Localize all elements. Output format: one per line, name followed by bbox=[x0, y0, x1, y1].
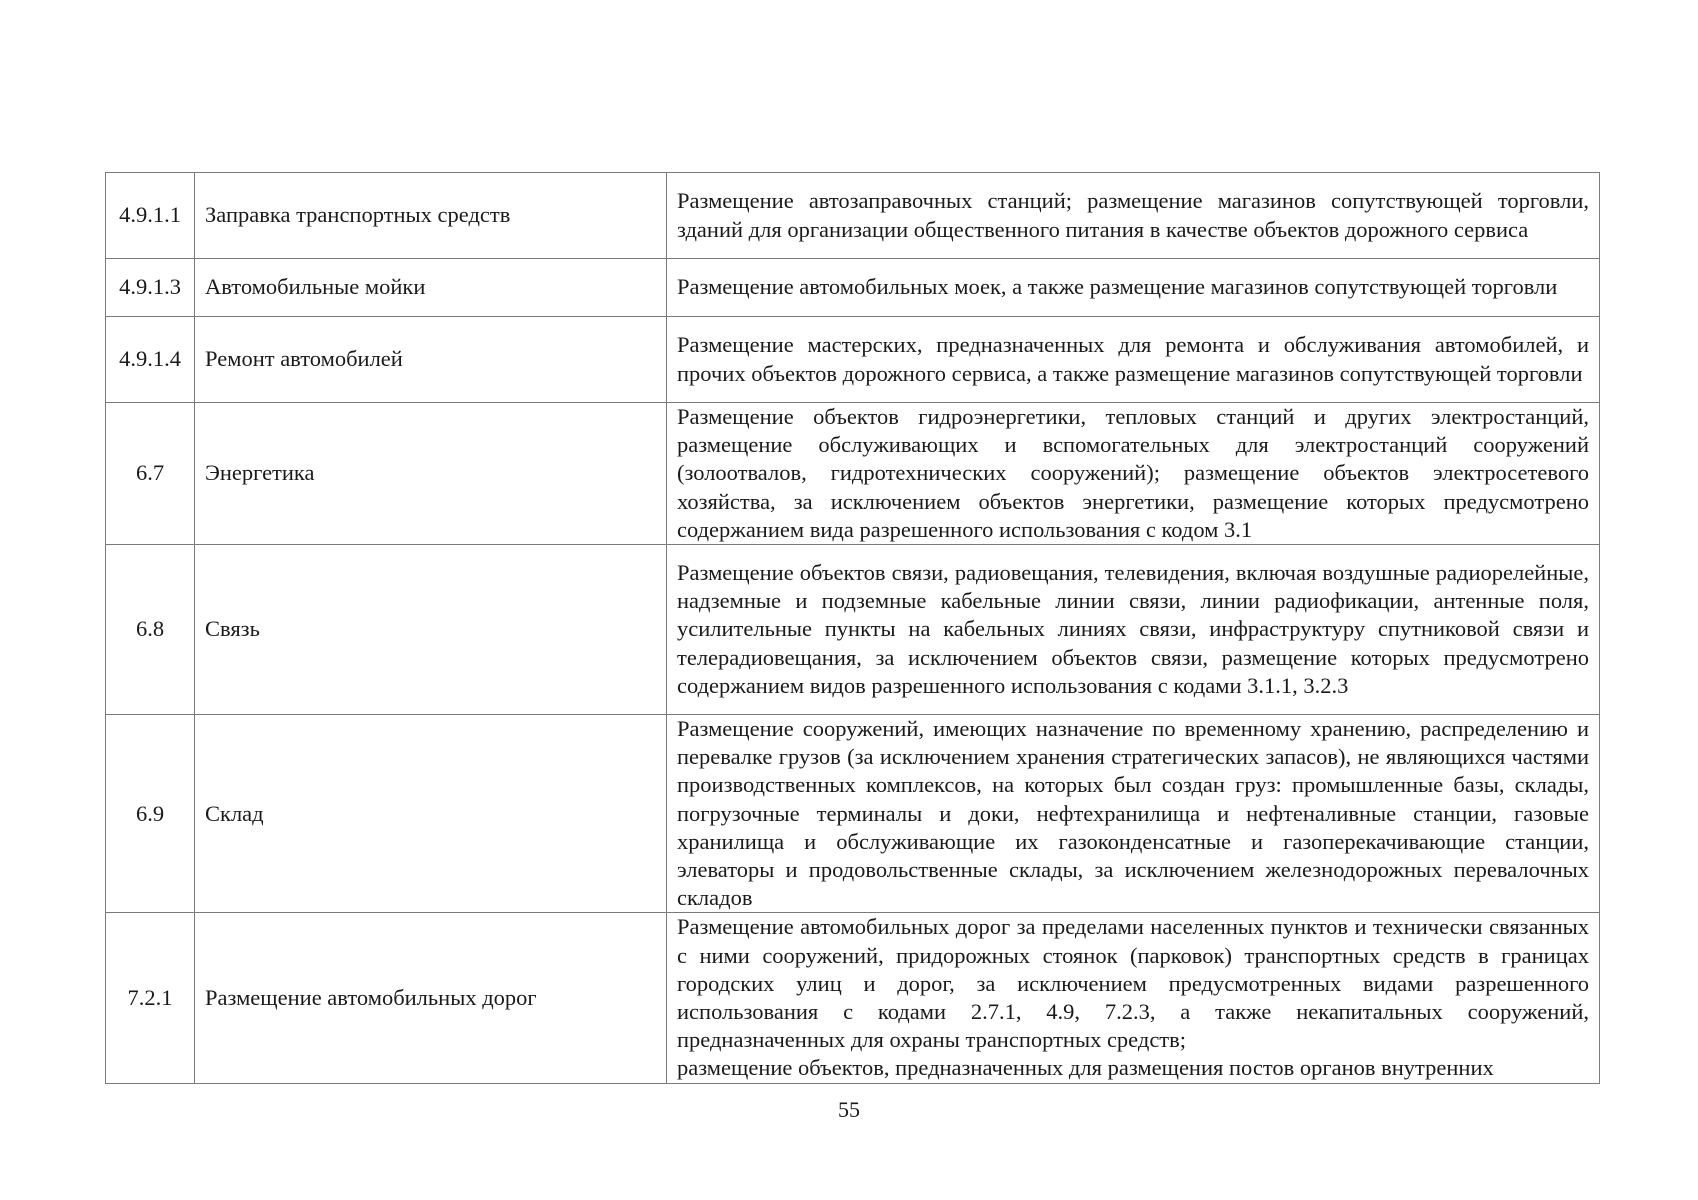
land-use-table bbox=[105, 172, 1600, 1084]
row-code: 4.9.1.3 bbox=[106, 259, 195, 317]
row-code: 6.8 bbox=[106, 545, 195, 715]
row-code: 6.7 bbox=[106, 403, 195, 545]
row-name: Ремонт автомобилей bbox=[195, 317, 667, 403]
row-description: Размещение автозаправочных станций; размещение магазинов сопутствующей торговли, зданий для организации общественного питания в качестве объектов дорожного сервиса bbox=[667, 173, 1600, 259]
row-code: 7.2.1 bbox=[106, 913, 195, 1083]
row-description: Размещение сооружений, имеющих назначение по временному хранению, распределению и перевалке грузов (за исключением хранения стратегических запасов), не являющихся частями производственных комплексов, на которых был создан груз: промышленные базы, склады, погрузочные терминалы и доки, нефтехранилища и нефтеналивные станции, газовые хранилища и обслуживающие их газоконденсатные и газоперекачивающие станции, элеваторы и продовольственные склады, за исключением железнодорожных перевалочных складов bbox=[667, 715, 1600, 913]
table-row bbox=[106, 317, 1600, 403]
row-description: Размещение автомобильных моек, а также размещение магазинов сопутствующей торговли bbox=[667, 259, 1600, 317]
table-row bbox=[106, 545, 1600, 715]
row-name: Заправка транспортных средств bbox=[195, 173, 667, 259]
table-row bbox=[106, 173, 1600, 259]
row-description: Размещение объектов связи, радиовещания, телевидения, включая воздушные радиорелейные, надземные и подземные кабельные линии связи, линии радиофикации, антенные поля, усилительные пункты на кабельных линиях связи, инфраструктуру спутниковой связи и телерадиовещания, за исключением объектов связи, размещение которых предусмотрено содержанием видов разрешенного использования с кодами 3.1.1, 3.2.3 bbox=[667, 545, 1600, 715]
row-description: Размещение объектов гидроэнергетики, тепловых станций и других электростанций, размещение обслуживающих и вспомогательных для электростанций сооружений (золоотвалов, гидротехнических сооружений); размещение объектов электросетевого хозяйства, за исключением объектов энергетики, размещение которых предусмотрено содержанием вида разрешенного использования с кодом 3.1 bbox=[667, 403, 1600, 545]
row-code: 6.9 bbox=[106, 715, 195, 913]
row-name: Склад bbox=[195, 715, 667, 913]
row-name: Связь bbox=[195, 545, 667, 715]
row-description: Размещение автомобильных дорог за пределами населенных пунктов и технически связанных с ними сооружений, придорожных стоянок (парковок) транспортных средств в границах городских улиц и дорог, за исключением предусмотренных видами разрешенного использования с кодами 2.7.1, 4.9, 7.2.3, а также некапитальных сооружений, предназначенных для охраны транспортных средств; размещение объектов, предназначенных для размещения постов органов внутренних bbox=[667, 913, 1600, 1083]
row-name: Энергетика bbox=[195, 403, 667, 545]
row-name: Автомобильные мойки bbox=[195, 259, 667, 317]
table-row bbox=[106, 913, 1600, 1083]
row-code: 4.9.1.4 bbox=[106, 317, 195, 403]
table-row bbox=[106, 403, 1600, 545]
table-row bbox=[106, 715, 1600, 913]
page-number: 55 bbox=[838, 1097, 860, 1122]
row-code: 4.9.1.1 bbox=[106, 173, 195, 259]
table-row bbox=[106, 259, 1600, 317]
row-description: Размещение мастерских, предназначенных для ремонта и обслуживания автомобилей, и прочих объектов дорожного сервиса, а также размещение магазинов сопутствующей торговли bbox=[667, 317, 1600, 403]
row-name: Размещение автомобильных дорог bbox=[195, 913, 667, 1083]
